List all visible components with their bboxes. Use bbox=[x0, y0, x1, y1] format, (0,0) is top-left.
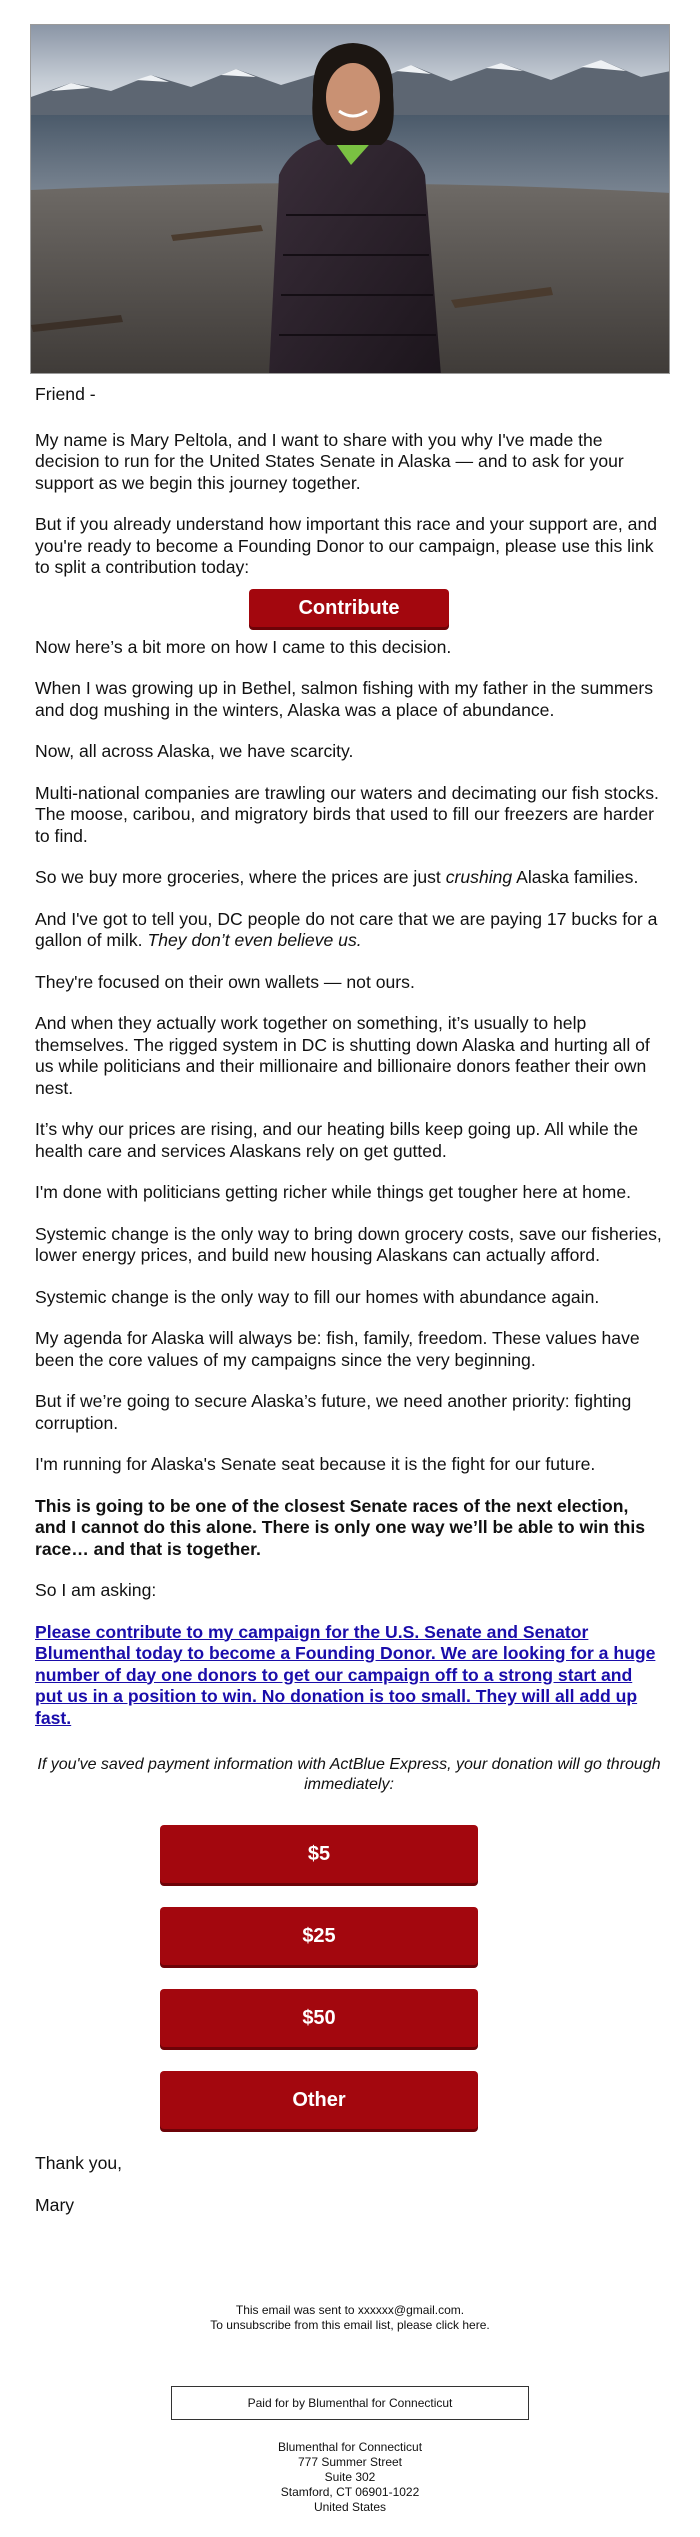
paragraph bbox=[35, 867, 663, 889]
address-line: Suite 302 bbox=[324, 2470, 376, 2484]
signoff bbox=[35, 2153, 663, 2216]
address-line: Blumenthal for Connecticut bbox=[277, 2440, 423, 2454]
donation-link-paragraph bbox=[35, 1622, 663, 1730]
paragraph: So I am asking: bbox=[35, 1580, 157, 1600]
address-line: Stamford, CT 06901-1022 bbox=[280, 2485, 420, 2499]
text: So we buy more groceries, where the prices are just bbox=[35, 867, 446, 887]
signature: Mary bbox=[35, 2194, 75, 2215]
emphasis: They don’t even believe us. bbox=[147, 930, 362, 950]
bold-paragraph: This is going to be one of the closest Senate races of the next election, and I cannot do this alone. There is only one way we’ll be able to win this race… and that is together. bbox=[35, 1495, 646, 1559]
paragraph: Now here’s a bit more on how I came to this decision. bbox=[35, 636, 452, 657]
paragraph: I'm running for Alaska's Senate seat because it is the fight for our future. bbox=[35, 1454, 596, 1474]
unsubscribe-link[interactable]: To unsubscribe from this email list, please click here. bbox=[210, 2318, 490, 2332]
paragraph bbox=[35, 909, 663, 952]
paragraph: And when they actually work together on something, it’s usually to help themselves. The rigged system in DC is shutting down Alaska and hurting all of us while politicians and their millionaire and billionaire donors feather their own nest. bbox=[35, 1013, 650, 1098]
paragraph: I'm done with politicians getting richer while things get tougher here at home. bbox=[35, 1182, 632, 1202]
thanks: Thank you, bbox=[35, 2153, 123, 2173]
paragraph: Systemic change is the only way to fill our homes with abundance again. bbox=[35, 1286, 600, 1307]
greeting: Friend - bbox=[35, 384, 96, 404]
hero-photo bbox=[30, 24, 670, 374]
actblue-express-note: If you've saved payment information with ActBlue Express, your donation will go through immediately: bbox=[37, 1756, 661, 1793]
email-body bbox=[35, 384, 663, 2236]
paragraph: Now, all across Alaska, we have scarcity. bbox=[35, 741, 354, 761]
text: And I've got to tell you, DC people do not care that we are paying 17 bucks for a gallon of milk. bbox=[35, 908, 658, 950]
paid-for-disclaimer: Paid for by Blumenthal for Connecticut bbox=[171, 2386, 529, 2420]
mailing-address bbox=[0, 2440, 700, 2515]
paragraph: But if we’re going to secure Alaska’s future, we need another priority: fighting corruption. bbox=[35, 1391, 632, 1433]
text: Alaska families. bbox=[512, 867, 639, 887]
paragraph: Multi-national companies are trawling our waters and decimating our fish stocks. The moose, caribou, and migratory birds that used to fill our freezers are harder to find. bbox=[35, 782, 659, 846]
donate-25-button[interactable]: $25 bbox=[160, 1907, 478, 1965]
donation-link[interactable]: Please contribute to my campaign for the U.S. Senate and Senator Blumenthal today to become a Founding Donor. We are looking for a huge number of day one donors to get our campaign off to a strong start and put us in a position to win. No donation is too small. They will all add up fast. bbox=[35, 1621, 656, 1728]
donate-other-button[interactable]: Other bbox=[160, 2071, 478, 2129]
donation-amounts bbox=[35, 1825, 663, 2129]
paragraph: When I was growing up in Bethel, salmon fishing with my father in the summers and dog mushing in the winters, Alaska was a place of abundance. bbox=[35, 678, 654, 720]
sent-to-text: This email was sent to xxxxxx@gmail.com. bbox=[235, 2303, 465, 2317]
paragraph: They're focused on their own wallets — not ours. bbox=[35, 971, 415, 992]
emphasis: crushing bbox=[445, 867, 513, 887]
address-line: 777 Summer Street bbox=[297, 2455, 403, 2469]
founding-ask-paragraph: But if you already understand how important this race and your support are, and you're ready to become a Founding Donor to our campaign, please use this link to split a contribution today: bbox=[35, 514, 658, 577]
paragraph: My agenda for Alaska will always be: fish, family, freedom. These values have been the core values of my campaigns since the very beginning. bbox=[35, 1328, 640, 1370]
hero-photo-image bbox=[31, 25, 670, 374]
intro-paragraph: My name is Mary Peltola, and I want to share with you why I've made the decision to run for the United States Senate in Alaska — and to ask for your support as we begin this journey together. bbox=[35, 429, 624, 493]
paragraph: Systemic change is the only way to bring down grocery costs, save our fisheries, lower energy prices, and build new housing Alaskans can actually afford. bbox=[35, 1223, 662, 1265]
donate-50-button[interactable]: $50 bbox=[160, 1989, 478, 2047]
donate-5-button[interactable]: $5 bbox=[160, 1825, 478, 1883]
paragraph: It’s why our prices are rising, and our heating bills keep going up. All while the health care and services Alaskans rely on get gutted. bbox=[35, 1119, 639, 1161]
footer-notice bbox=[0, 2303, 700, 2333]
address-line: United States bbox=[313, 2500, 387, 2514]
contribute-button[interactable]: Contribute bbox=[249, 589, 449, 627]
